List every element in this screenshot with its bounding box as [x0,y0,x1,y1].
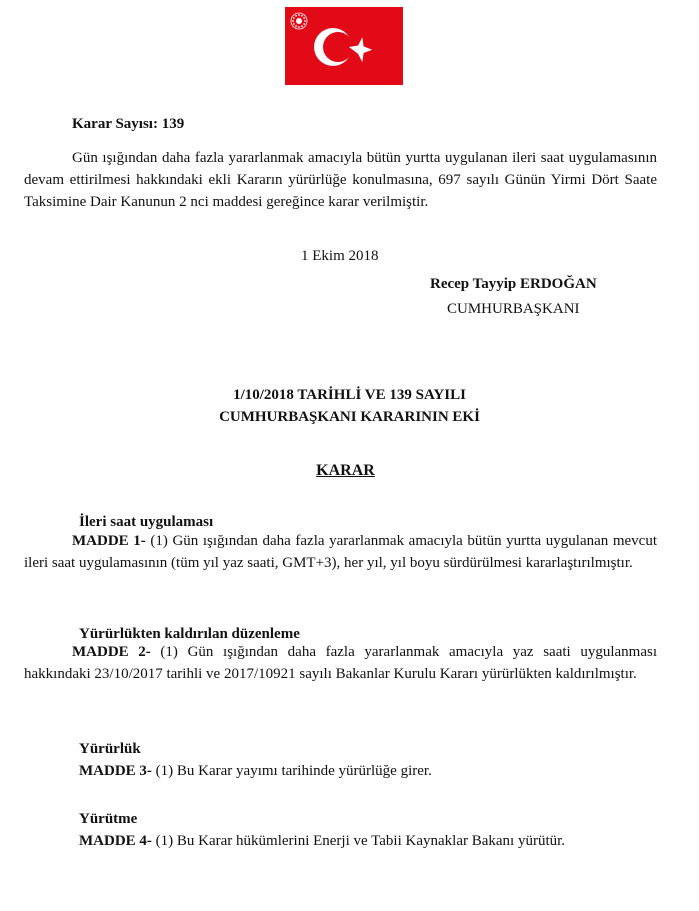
annex-title: KARAR [316,462,375,479]
article-label: MADDE 1- [72,533,146,549]
decree-number: Karar Sayısı: 139 [72,116,185,132]
presidential-flag [285,7,403,85]
article-text: (1) Bu Karar hükümlerini Enerji ve Tabii Kaynaklar Bakanı yürütür. [151,833,566,849]
article-heading: İleri saat uygulaması [79,514,214,530]
signer-name: Recep Tayyip ERDOĞAN [430,276,597,292]
article-text: (1) Bu Karar yayımı tarihinde yürürlüğe girer. [151,763,432,779]
annex-heading-line2: CUMHURBAŞKANI KARARININ EKİ [219,409,480,425]
article-text: (1) Gün ışığından daha fazla yararlanmak amacıyla yaz saati uygulanması hakkındaki 23/10/2017 tarihli ve 2017/10921 sayılı Bakanlar Kurulu Kararı yürürlükten kaldırılmıştır. [24,644,657,682]
signer-title: CUMHURBAŞKANI [447,301,580,317]
decree-date: 1 Ekim 2018 [301,248,379,264]
article-body [24,530,657,574]
flag-emblem-icon [285,7,403,85]
article-label: MADDE 3- [79,763,152,779]
decree-body: Gün ışığından daha fazla yararlanmak amacıyla bütün yurtta uygulanan ileri saat uygulamasının devam ettirilmesi hakkındaki ekli Kararın yürürlüğe konulmasına, 697 sayılı Günün Yirmi Dört Saate Taksimine Dair Kanunun 2 nci maddesi gereğince karar verilmiştir. [24,150,657,210]
article-label: MADDE 2- [72,644,151,660]
article-body [24,641,657,685]
article-label: MADDE 4- [79,833,152,849]
article-heading: Yürütme [79,811,138,827]
article-text: (1) Gün ışığından daha fazla yararlanmak amacıyla bütün yurtta uygulanan mevcut ileri saat uygulamasının (tüm yıl yaz saati, GMT+3), her yıl, yıl boyu sürdürülmesi kararlaştırılmıştır. [24,533,658,571]
article-heading: Yürürlük [79,741,141,757]
annex-heading-line1: 1/10/2018 TARİHLİ VE 139 SAYILI [233,387,466,403]
article-body [79,760,432,782]
article-body [79,830,565,852]
article-heading: Yürürlükten kaldırılan düzenleme [79,626,300,642]
